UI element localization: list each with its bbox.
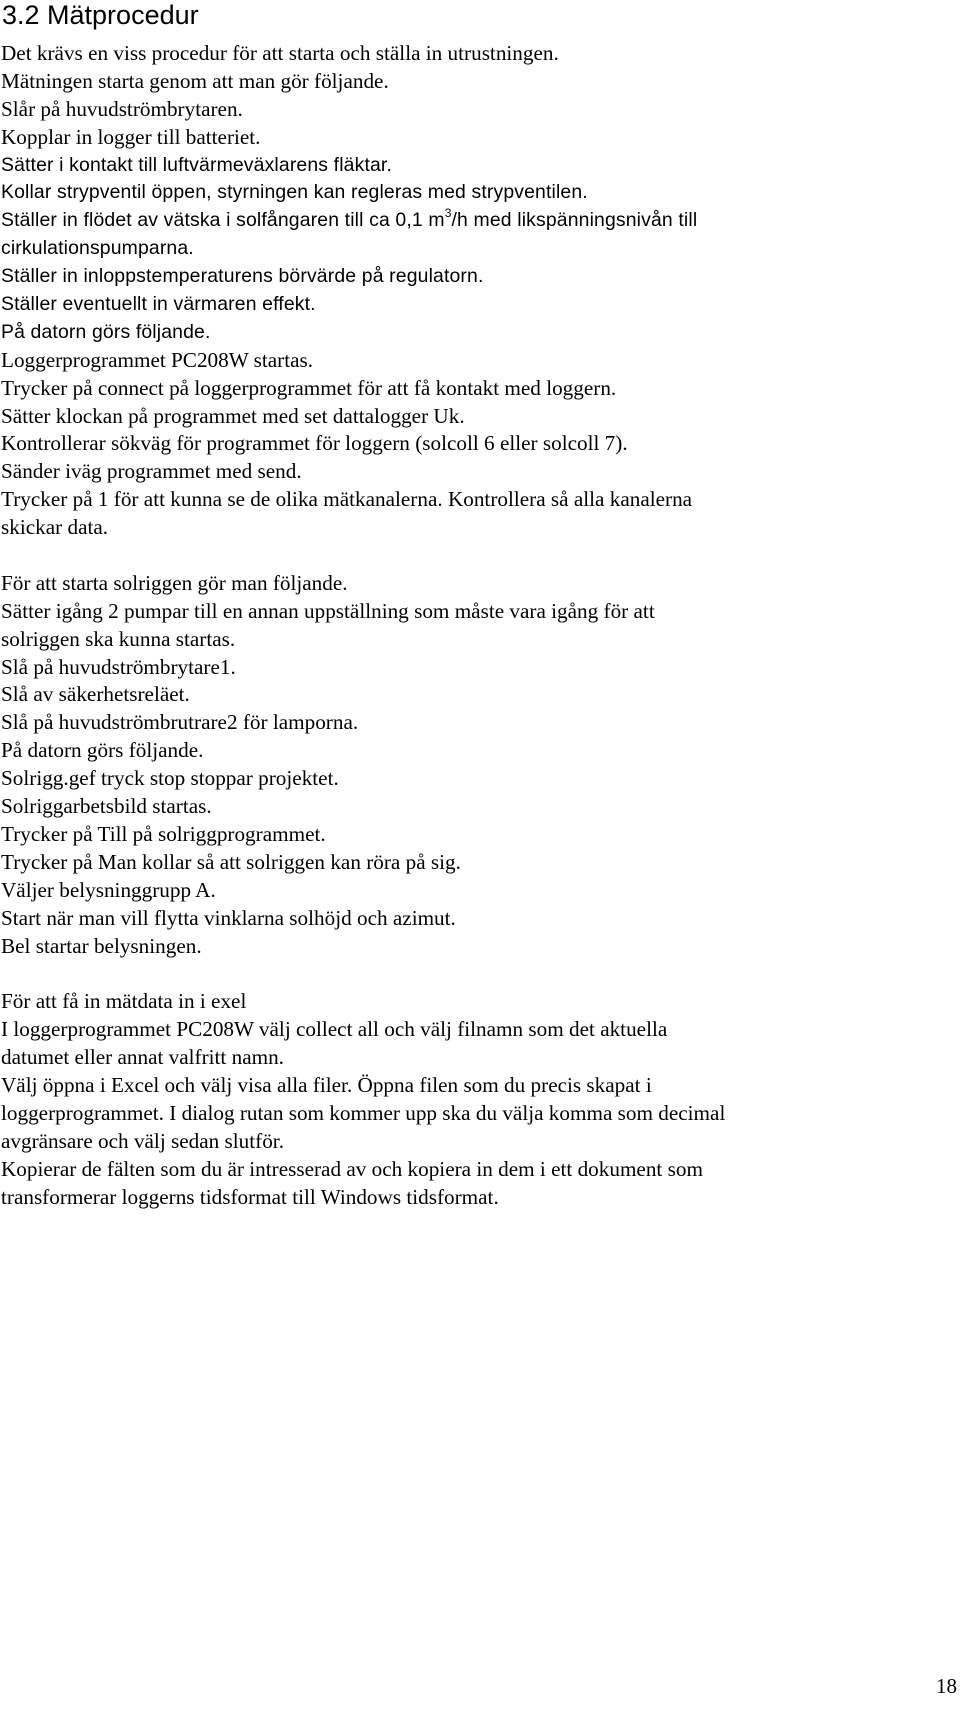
flow-setting-line bbox=[1, 207, 951, 235]
text-line: Trycker på Man kollar så att solriggen kan röra på sig. bbox=[1, 849, 461, 874]
text-line: Sätter igång 2 pumpar till en annan uppställning som måste vara igång för att bbox=[1, 598, 655, 623]
text-line: Loggerprogrammet PC208W startas. bbox=[1, 347, 314, 372]
text-line: Sätter i kontakt till luftvärmeväxlarens fläktar. bbox=[1, 153, 393, 176]
paragraph-gap bbox=[1, 542, 951, 570]
solrig-procedure bbox=[1, 570, 951, 960]
document-body bbox=[1, 40, 951, 1211]
text-line: Start när man vill flytta vinklarna solhöjd och azimut. bbox=[1, 905, 456, 930]
text-line: För att få in mätdata in i exel bbox=[1, 989, 247, 1014]
text-line: loggerprogrammet. I dialog rutan som kommer upp ska du välja komma som decimal bbox=[1, 1100, 726, 1125]
text-line: Mätningen starta genom att man gör följande. bbox=[1, 68, 389, 93]
text-line: Trycker på Till på solriggprogrammet. bbox=[1, 821, 326, 846]
text-line: Kontrollerar sökväg för programmet för loggern (solcoll 6 eller solcoll 7). bbox=[1, 431, 628, 456]
text-line: datumet eller annat valfritt namn. bbox=[1, 1045, 284, 1070]
text-line: Ställer in inloppstemperaturens börvärde på regulatorn. bbox=[1, 265, 484, 288]
section-heading: 3.2 Mätprocedur bbox=[2, 0, 199, 30]
text-line: Slå på huvudströmbrytare1. bbox=[1, 654, 236, 679]
text-line: För att starta solriggen gör man följande. bbox=[1, 570, 348, 595]
text-line: Kopierar de fälten som du är intresserad av och kopiera in dem i ett dokument som bbox=[1, 1156, 703, 1181]
excel-procedure bbox=[1, 988, 951, 1211]
page-number: 18 bbox=[936, 1674, 957, 1698]
text-line: Trycker på 1 för att kunna se de olika mätkanalerna. Kontrollera så alla kanalerna bbox=[1, 487, 693, 512]
text-line: Sänder iväg programmet med send. bbox=[1, 459, 302, 484]
text-line: Välj öppna i Excel och välj visa alla filer. Öppna filen som du precis skapat i bbox=[1, 1072, 652, 1097]
text-line: skickar data. bbox=[1, 515, 109, 540]
text-line: transformerar loggerns tidsformat till Windows tidsformat. bbox=[1, 1184, 499, 1209]
text-line: cirkulationspumparna. bbox=[1, 237, 194, 260]
text-line: Väljer belysninggrupp A. bbox=[1, 877, 216, 902]
text-line: Solrigg.gef tryck stop stoppar projektet. bbox=[1, 766, 339, 791]
text-line: På datorn görs följande. bbox=[1, 738, 204, 763]
text-line: Bel startar belysningen. bbox=[1, 933, 202, 958]
text-line: Ställer eventuellt in värmaren effekt. bbox=[1, 293, 316, 316]
text-line: Kopplar in logger till batteriet. bbox=[1, 124, 261, 149]
cubic-superscript: 3 bbox=[444, 206, 452, 221]
text-line: Det krävs en viss procedur för att starta och ställa in utrustningen. bbox=[1, 41, 559, 65]
text-line: Slå av säkerhetsreläet. bbox=[1, 682, 190, 707]
text-line: Solriggarbetsbild startas. bbox=[1, 794, 212, 819]
text-line: avgränsare och välj sedan slutför. bbox=[1, 1128, 284, 1153]
text-line: Slå på huvudströmbrutrare2 för lamporna. bbox=[1, 710, 359, 735]
text-line: solriggen ska kunna startas. bbox=[1, 626, 236, 651]
text-line: Sätter klockan på programmet med set dattalogger Uk. bbox=[1, 403, 465, 428]
flow-text-after: /h med likspänningsnivån till bbox=[451, 209, 698, 232]
text-line: Trycker på connect på loggerprogrammet för att få kontakt med loggern. bbox=[1, 375, 617, 400]
paragraph-gap bbox=[1, 960, 951, 988]
text-line: Kollar strypventil öppen, styrningen kan regleras med strypventilen. bbox=[1, 181, 588, 204]
text-line: På datorn görs följande. bbox=[1, 320, 211, 343]
text-line: I loggerprogrammet PC208W välj collect all och välj filnamn som det aktuella bbox=[1, 1017, 668, 1042]
flow-text-before: Ställer in flödet av vätska i solfångaren till ca 0,1 m bbox=[1, 209, 445, 232]
setup-procedure bbox=[1, 40, 951, 542]
text-line: Slår på huvudströmbrytaren. bbox=[1, 96, 243, 121]
